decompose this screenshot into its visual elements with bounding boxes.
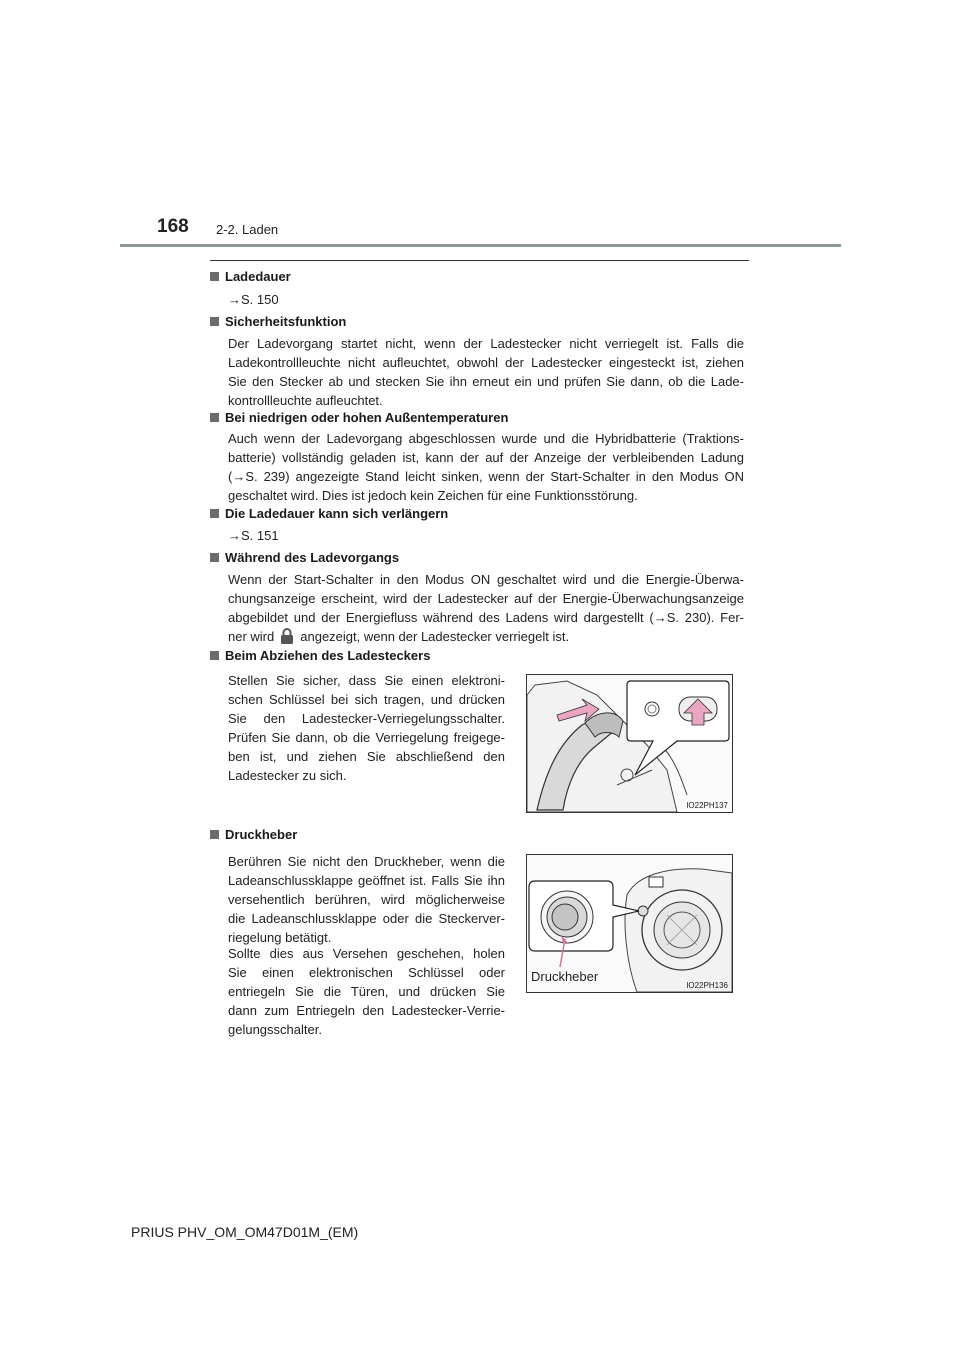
paragraph-waehrend: Wenn der Start-Schalter in den Modus ON geschaltet wird und die Energie-Überwa- chungsanzeige erscheint, wird der Ladestecker auf der Energie-Überwachungsanzeige abgebildet und der Energiefluss während des Ladens wird dargestellt (→S. 230). Fer- ner wird angezeigt, wenn der Ladestecker verriegelt ist.: [228, 570, 744, 646]
heading-waehrend: Während des Ladevorgangs: [210, 550, 399, 565]
heading-druckheber: Druckheber: [210, 827, 297, 842]
header-divider: [120, 244, 841, 247]
square-bullet-icon: [210, 413, 219, 422]
line-with-lock-icon: ner wird angezeigt, wenn der Ladestecker verriegelt ist.: [228, 627, 744, 646]
heading-verlaengern: Die Ladedauer kann sich verlängern: [210, 506, 448, 521]
ref-verlaengern: →S. 151: [228, 528, 279, 543]
figure-code: IO22PH137: [686, 801, 728, 810]
square-bullet-icon: [210, 317, 219, 326]
figure-label-druckheber: Druckheber: [531, 969, 599, 984]
charging-plug-illustration: [527, 675, 732, 812]
figure-push-lifter: [526, 854, 733, 993]
paragraph-druckheber-1: Berühren Sie nicht den Druckheber, wenn die Ladeanschlussklappe geöffnet ist. Falls Sie ihn versehentlich berühren, wird möglicherweise die Ladeanschlussklappe oder die Steckerver- riegelung betätigt.: [228, 854, 505, 945]
heading-temperaturen: Bei niedrigen oder hohen Außentemperaturen: [210, 410, 508, 425]
heading-ladedauer: Ladedauer: [210, 269, 291, 284]
paragraph-temperaturen: Auch wenn der Ladevorgang abgeschlossen wurde und die Hybridbatterie (Traktions- batterie) vollständig geladen ist, kann der auf der Anzeige der verbleibenden Ladung (→S. 239) angezeigte Stand leicht sinken, wenn der Start-Schalter in den Modus ON geschaltet wird. Dies ist jedoch kein Zeichen für eine Funktionsstörung.: [228, 431, 744, 503]
heading-sicherheitsfunktion: Sicherheitsfunktion: [210, 314, 346, 329]
section-title: 2-2. Laden: [216, 222, 279, 237]
lock-icon: [280, 628, 294, 650]
content-top-divider: [210, 260, 749, 261]
paragraph-druckheber-2: Sollte dies aus Versehen geschehen, holen Sie einen elektronischen Schlüssel oder entriegeln Sie die Türen, und drücken Sie dann zum Entriegeln den Ladestecker-Verrie- gelungsschalter.: [228, 946, 505, 1037]
square-bullet-icon: [210, 553, 219, 562]
square-bullet-icon: [210, 272, 219, 281]
paragraph-sicherheitsfunktion: Der Ladevorgang startet nicht, wenn der Ladestecker nicht verriegelt ist. Falls die Ladekontrollleuchte nicht aufleuchtet, obwohl der Ladestecker eingesteckt ist, ziehen Sie den Stecker ab und stecken Sie ihn erneut ein und prüfen Sie dann, ob die Lade- kontrollleuchte aufleuchtet.: [228, 336, 744, 408]
page-number: 168: [157, 216, 189, 237]
square-bullet-icon: [210, 509, 219, 518]
ref-ladedauer: →S. 150: [228, 292, 279, 307]
heading-abziehen: Beim Abziehen des Ladesteckers: [210, 648, 430, 663]
square-bullet-icon: [210, 830, 219, 839]
figure-charging-plug-unlock: [526, 674, 733, 813]
square-bullet-icon: [210, 651, 219, 660]
figure-code: IO22PH136: [686, 981, 728, 990]
paragraph-abziehen: Stellen Sie sicher, dass Sie einen elektroni- schen Schlüssel bei sich tragen, und drücken Sie den Ladestecker-Verriegelungsschalter. Prüfen Sie dann, ob die Verriegelung freigege- ben ist, und ziehen Sie abschließend den Ladestecker zu sich.: [228, 673, 505, 783]
footer-doc-id: PRIUS PHV_OM_OM47D01M_(EM): [131, 1224, 359, 1240]
